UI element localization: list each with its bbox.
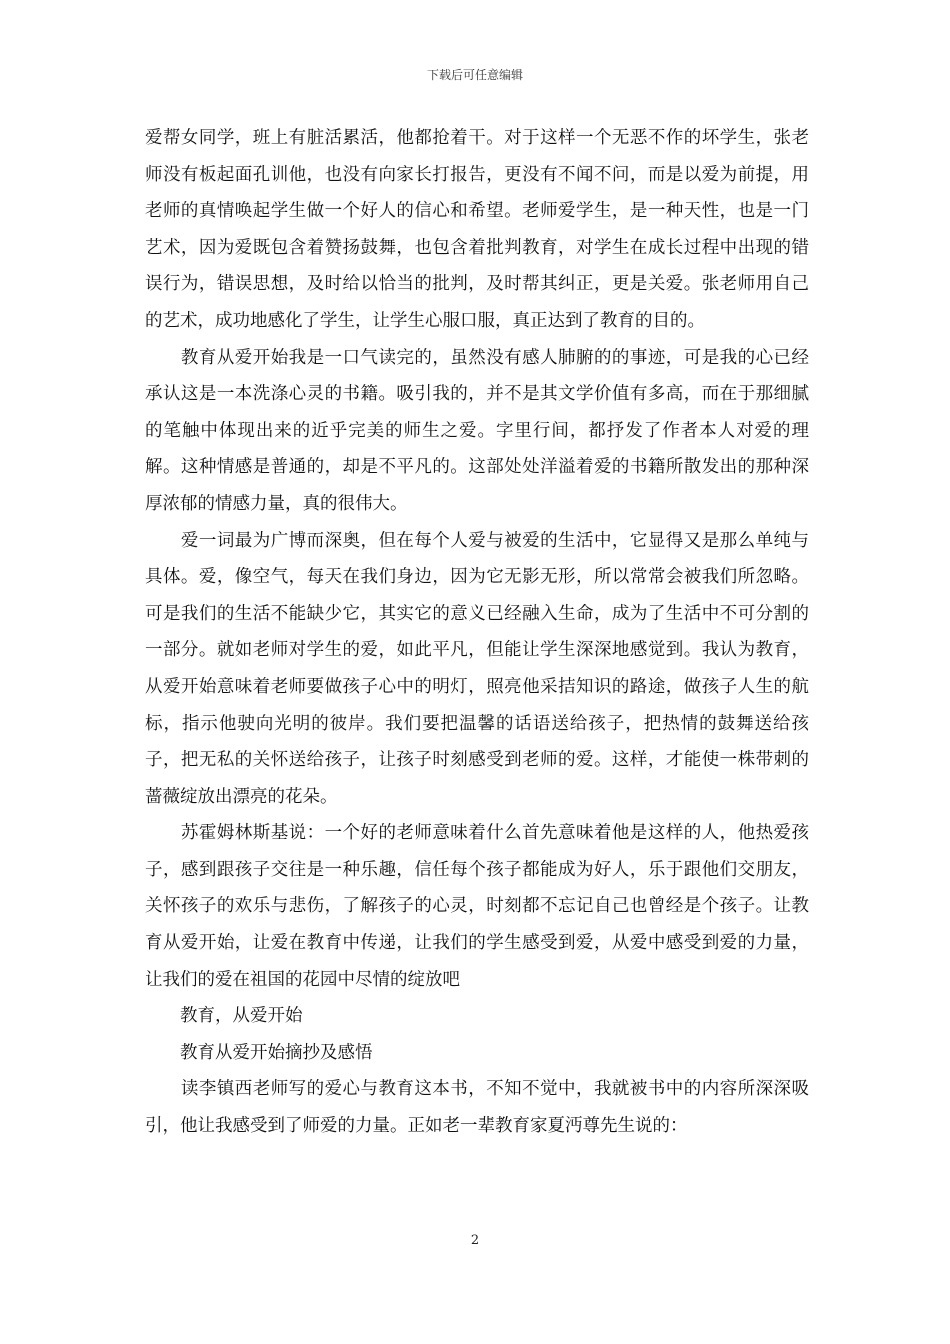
- document-body: [145, 120, 809, 1145]
- paragraph: 教育从爱开始摘抄及感悟: [145, 1042, 373, 1063]
- paragraph: 苏霍姆林斯基说：一个好的老师意味着什么首先意味着他是这样的人，他热爱孩子，感到跟孩子交往是一种乐趣，信任每个孩子都能成为好人，乐于跟他们交朋友，关怀孩子的欢乐与悲伤，了解孩子的心灵，时刻都不忘记自己也曾经是个孩子。让教育从爱开始，让爱在教育中传递，让我们的学生感受到爱，从爱中感受到爱的力量，让我们的爱在祖国的花园中尽情的绽放吧: [145, 823, 809, 990]
- paragraph: 爱一词最为广博而深奥，但在每个人爱与被爱的生活中，它显得又是那么单纯与具体。爱，像空气，每天在我们身边，因为它无影无形，所以常常会被我们所忽略。可是我们的生活不能缺少它，其实它的意义已经融入生命，成为了生活中不可分割的一部分。就如老师对学生的爱，如此平凡，但能让学生深深地感觉到。我认为教育，从爱开始意味着老师要做孩子心中的明灯，照亮他采拮知识的路途，做孩子人生的航标，指示他驶向光明的彼岸。我们要把温馨的话语送给孩子，把热情的鼓舞送给孩子，把无私的关怀送给孩子，让孩子时刻感受到老师的爱。这样，才能使一株带刺的蔷薇绽放出漂亮的花朵。: [145, 530, 809, 807]
- paragraph: 爱帮女同学，班上有脏活累活，他都抢着干。对于这样一个无恶不作的坏学生，张老师没有板起面孔训他，也没有向家长打报告，更没有不闻不问，而是以爱为前提，用老师的真情唤起学生做一个好人的信心和希望。老师爱学生，是一种天性，也是一门艺术，因为爱既包含着赞扬鼓舞，也包含着批判教育，对学生在成长过程中出现的错误行为，错误思想，及时给以恰当的批判，及时帮其纠正，更是关爱。张老师用自己的艺术，成功地感化了学生，让学生心服口服，真正达到了教育的目的。: [145, 128, 809, 331]
- paragraph: 教育从爱开始我是一口气读完的，虽然没有感人肺腑的的事迹，可是我的心已经承认这是一本洗涤心灵的书籍。吸引我的，并不是其文学价值有多高，而在于那细腻的笔触中体现出来的近乎完美的师生之爱。字里行间，都抒发了作者本人对爱的理解。这种情感是普通的，却是不平凡的。这部处处洋溢着爱的书籍所散发出的那种深厚浓郁的情感力量，真的很伟大。: [145, 347, 809, 514]
- paragraph: 教育，从爱开始: [145, 1006, 303, 1027]
- page-header: 下载后可任意编辑: [426, 68, 523, 82]
- paragraph: 读李镇西老师写的爱心与教育这本书，不知不觉中，我就被书中的内容所深深吸引，他让我感受到了师爱的力量。正如老一辈教育家夏沔尊先生说的：: [145, 1079, 809, 1137]
- page-number: 2: [470, 1233, 480, 1248]
